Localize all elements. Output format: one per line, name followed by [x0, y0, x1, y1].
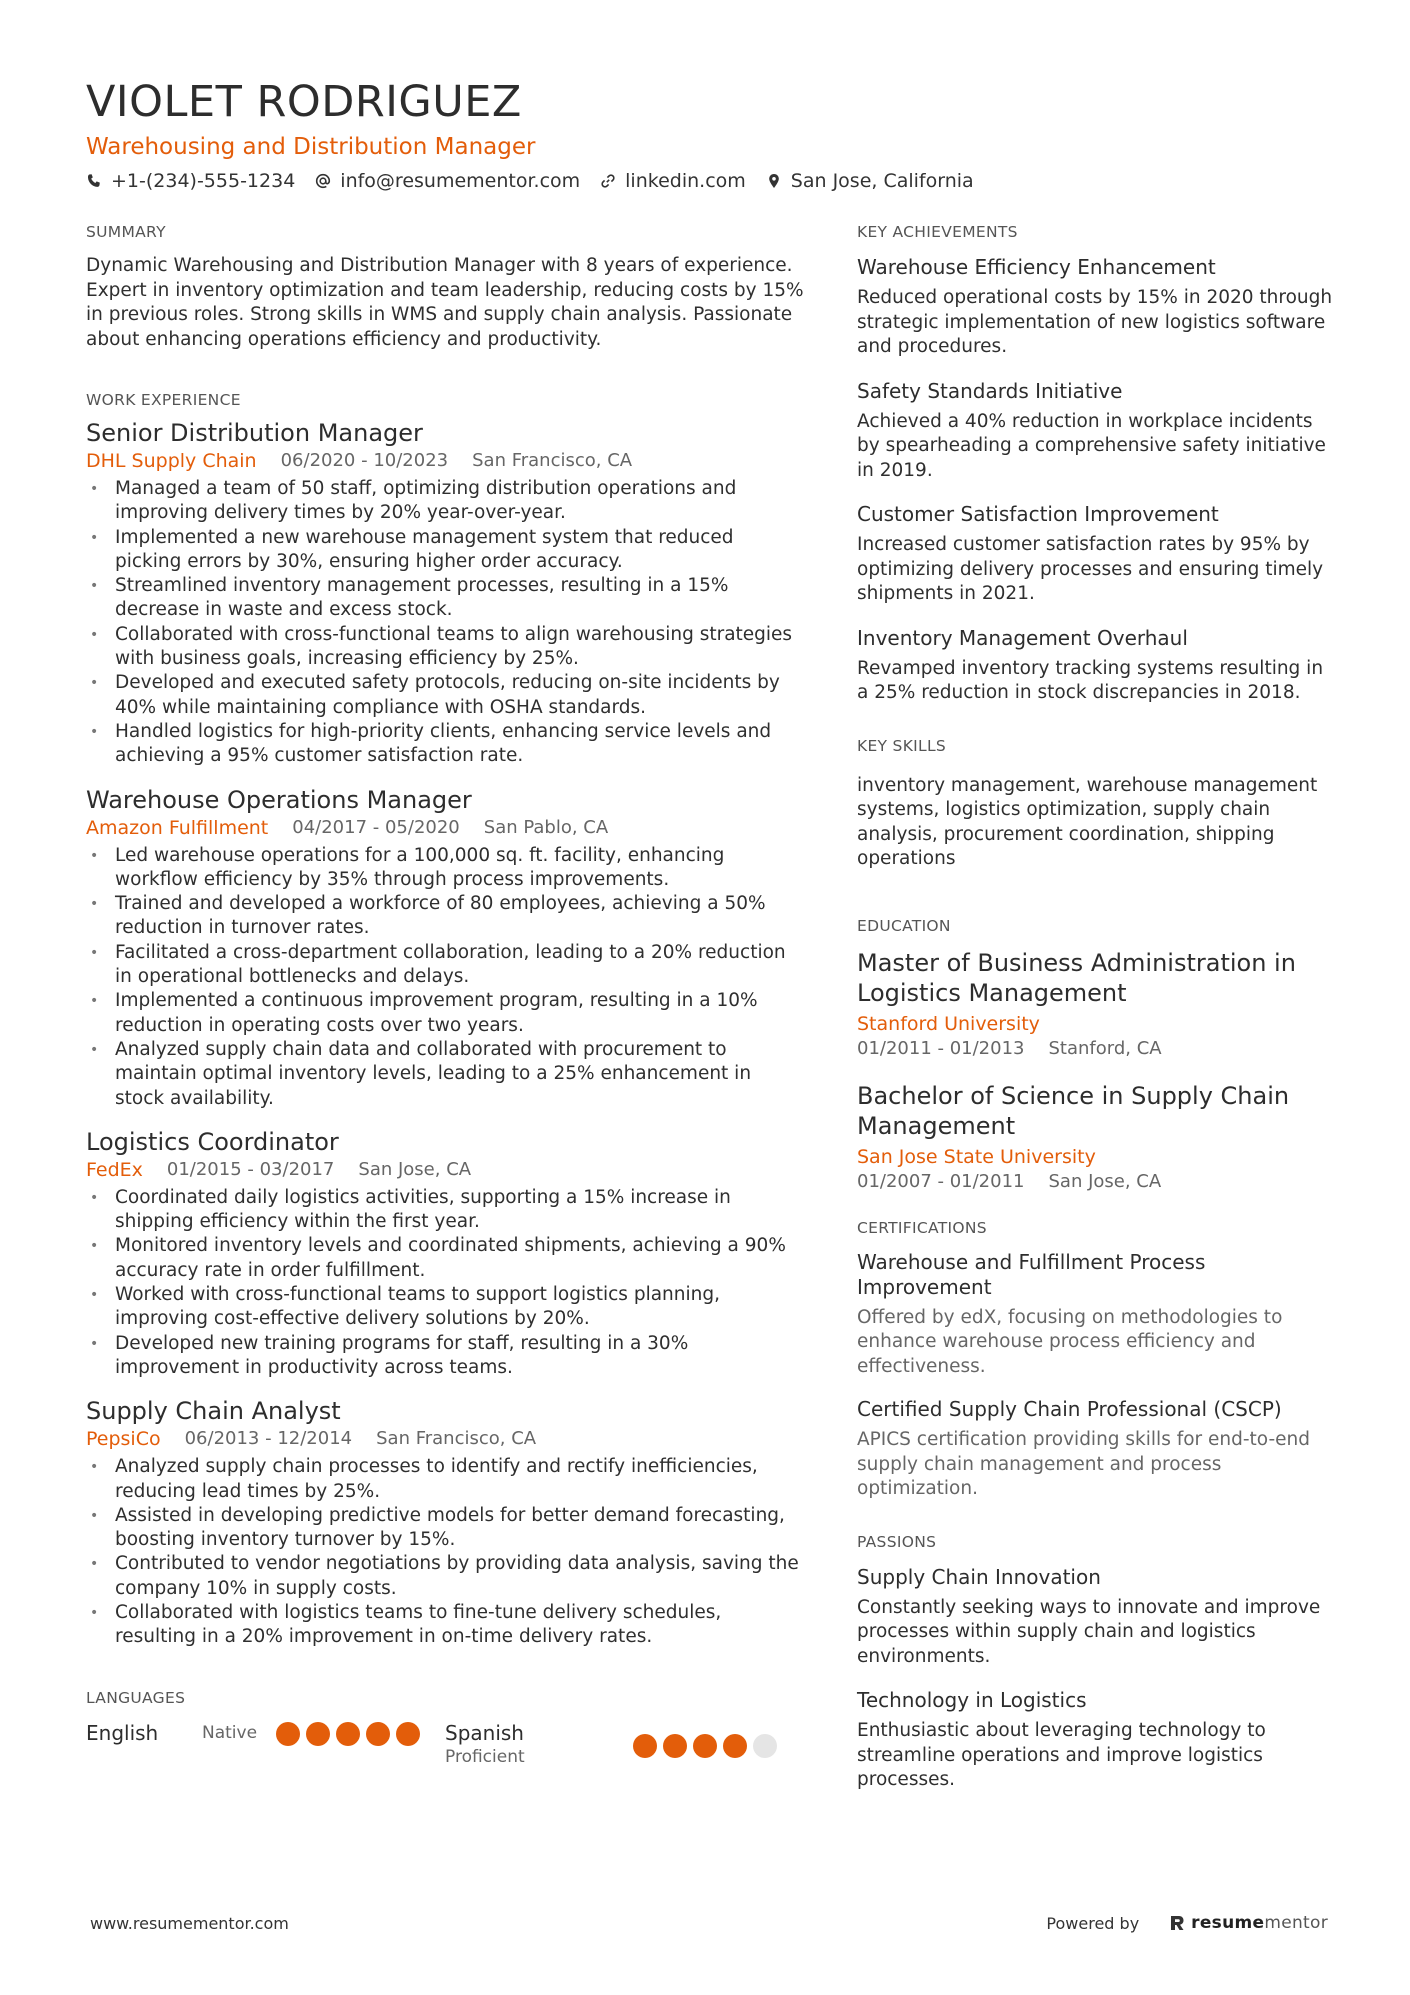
rating-dot-filled — [663, 1734, 687, 1758]
education-school: San Jose State University — [857, 1145, 1096, 1168]
passion-item — [857, 1564, 1335, 1670]
contact-phone[interactable] — [86, 168, 295, 194]
achievement-text: Revamped inventory tracking systems resulting in a 25% reduction in stock discrepancies in 2018. — [857, 657, 1324, 703]
job-bullet: • Developed and executed safety protocols, reducing on-site incidents by 40% while maintaining compliance with OSHA standards. — [86, 671, 804, 720]
job-bullets — [86, 1455, 804, 1649]
achievement-item — [857, 378, 1335, 484]
right-column — [857, 222, 1335, 1811]
education-item — [857, 1081, 1335, 1194]
achievements-heading: KEY ACHIEVEMENTS — [857, 223, 1018, 241]
certification-title: Warehouse and Fulfillment Process Improvement — [857, 1249, 1206, 1299]
contact-list — [86, 168, 1326, 194]
language-rating — [633, 1734, 783, 1758]
job-bullet: • Handled logistics for high-priority clients, enhancing service levels and achieving a 95% customer satisfaction rate. — [86, 720, 804, 769]
left-column — [86, 222, 804, 1768]
certification-text: APICS certification providing skills for end-to-end supply chain management and process optimization. — [857, 1429, 1310, 1499]
job-bullet: • Coordinated daily logistics activities, supporting a 15% increase in shipping efficiency within the first year. — [86, 1186, 804, 1235]
job-title: Warehouse Operations Manager — [86, 785, 472, 814]
job-dates: 06/2020 - 10/2023 — [280, 450, 449, 471]
job-company: DHL Supply Chain — [86, 450, 257, 472]
languages-row — [86, 1720, 804, 1768]
education-school: Stanford University — [857, 1012, 1040, 1035]
summary-text: Dynamic Warehousing and Distribution Manager with 8 years of experience. Expert in inventory optimization and team leadership, reducing costs by 15% in previous roles. Strong skills in WMS and supply chain analysis. Passionate about enhancing operations efficiency and productivity. — [86, 255, 804, 350]
achievement-item — [857, 625, 1335, 706]
achievement-title: Inventory Management Overhaul — [857, 625, 1188, 650]
powered-by — [1046, 1913, 1328, 1933]
passion-text: Constantly seeking ways to innovate and improve processes within supply chain and logistics environments. — [857, 1596, 1321, 1667]
rating-dot-filled — [276, 1722, 300, 1746]
rating-dot-filled — [693, 1734, 717, 1758]
language-name: Spanish — [445, 1720, 524, 1745]
job-bullet: • Analyzed supply chain data and collaborated with procurement to maintain optimal inventory levels, leading to a 25% enhancement in stock availability. — [86, 1038, 804, 1111]
job-company: FedEx — [86, 1158, 143, 1181]
job-location: San Francisco, CA — [376, 1428, 537, 1450]
education-meta — [857, 1170, 1335, 1194]
job-bullets — [86, 1186, 804, 1380]
education-dates: 01/2007 - 01/2011 — [857, 1170, 1025, 1192]
job-entry — [86, 1127, 804, 1380]
contact-location — [766, 168, 974, 194]
job-location: San Pablo, CA — [483, 816, 609, 838]
rating-dot-filled — [723, 1734, 747, 1758]
rating-dot-empty — [753, 1734, 777, 1758]
job-bullets — [86, 844, 804, 1111]
job-bullet: • Contributed to vendor negotiations by providing data analysis, saving the company 10% in supply costs. — [86, 1552, 804, 1601]
job-bullet: • Implemented a new warehouse management system that reduced picking errors by 30%, ensuring higher order accuracy. — [86, 526, 804, 575]
job-bullets — [86, 477, 804, 769]
contact-email[interactable] — [315, 168, 580, 194]
brand-name-light: mentor — [1264, 1913, 1328, 1933]
skills-text: inventory management, warehouse management systems, logistics optimization, supply chain analysis, procurement coordination, shipping operations — [857, 774, 1318, 869]
contact-phone-text: +1-(234)-555-1234 — [111, 170, 296, 192]
rating-dot-filled — [336, 1722, 360, 1746]
summary-heading: SUMMARY — [86, 223, 166, 241]
page-footer — [90, 1913, 1328, 1933]
passion-item — [857, 1687, 1335, 1793]
rating-dot-filled — [396, 1722, 420, 1746]
passion-text: Enthusiastic about leveraging technology to streamline operations and improve logistics processes. — [857, 1720, 1266, 1790]
job-bullet: • Developed new training programs for staff, resulting in a 30% improvement in productivity across teams. — [86, 1332, 804, 1381]
job-title: Senior Distribution Manager — [86, 419, 423, 447]
job-bullet: • Worked with cross-functional teams to support logistics planning, improving cost-effective delivery solutions by 20%. — [86, 1283, 804, 1332]
language-spanish — [445, 1720, 804, 1768]
rating-dot-filled — [633, 1734, 657, 1758]
job-bullet: • Collaborated with logistics teams to fine-tune delivery schedules, resulting in a 20% improvement in on-time delivery rates. — [86, 1601, 804, 1650]
certification-title: Certified Supply Chain Professional (CSCP) — [857, 1397, 1282, 1421]
languages-heading: LANGUAGES — [86, 1688, 186, 1707]
language-level: Native — [202, 1722, 258, 1743]
passions-heading: PASSIONS — [857, 1532, 937, 1551]
certification-item — [857, 1250, 1335, 1380]
job-bullet: • Facilitated a cross-department collaboration, leading to a 20% reduction in operational bottlenecks and delays. — [86, 941, 804, 990]
contact-location-text: San Jose, California — [790, 170, 974, 192]
language-name: English — [86, 1720, 159, 1745]
job-entry — [86, 785, 804, 1111]
brand-name-bold: resume — [1191, 1913, 1265, 1933]
job-bullet: • Managed a team of 50 staff, optimizing distribution operations and improving delivery times by 20% year-over-year. — [86, 477, 804, 526]
education-degree: Master of Business Administration in Logistics Management — [857, 948, 1296, 1007]
job-meta — [86, 449, 804, 473]
language-rating — [276, 1722, 426, 1746]
job-entry — [86, 1396, 804, 1649]
language-english — [86, 1720, 445, 1746]
job-bullet: • Implemented a continuous improvement program, resulting in a 10% reduction in operating costs over two years. — [86, 989, 804, 1038]
rating-dot-filled — [366, 1722, 390, 1746]
phone-icon — [86, 173, 102, 189]
brand-logo[interactable] — [1169, 1913, 1328, 1933]
achievement-text: Increased customer satisfaction rates by 95% by optimizing delivery processes and ensuring timely shipments in 2021. — [857, 534, 1324, 604]
education-meta — [857, 1037, 1335, 1061]
job-meta — [86, 1427, 804, 1451]
experience-heading: WORK EXPERIENCE — [86, 391, 241, 409]
job-entry — [86, 418, 804, 769]
job-meta — [86, 1158, 804, 1182]
job-bullet: • Assisted in developing predictive models for better demand forecasting, boosting inventory turnover by 15%. — [86, 1504, 804, 1553]
candidate-title: Warehousing and Distribution Manager — [86, 134, 536, 160]
job-bullet: • Monitored inventory levels and coordinated shipments, achieving a 90% accuracy rate in order fulfillment. — [86, 1234, 804, 1283]
resume-header — [86, 76, 1326, 194]
achievement-title: Warehouse Efficiency Enhancement — [857, 255, 1216, 279]
achievement-item — [857, 254, 1335, 360]
certifications-heading: CERTIFICATIONS — [857, 1218, 987, 1237]
job-bullet: • Collaborated with cross-functional teams to align warehousing strategies with business goals, increasing efficiency by 25%. — [86, 623, 804, 672]
job-dates: 06/2013 - 12/2014 — [184, 1428, 353, 1450]
passions-section — [857, 1532, 1335, 1793]
achievement-text: Achieved a 40% reduction in workplace incidents by spearheading a comprehensive safety initiative in 2019. — [857, 410, 1326, 481]
footer-website-link[interactable]: www.resumementor.com — [90, 1913, 289, 1933]
job-location: San Francisco, CA — [472, 450, 633, 471]
rating-dot-filled — [306, 1722, 330, 1746]
job-location: San Jose, CA — [358, 1158, 472, 1180]
certification-item — [857, 1397, 1335, 1502]
achievement-item — [857, 501, 1335, 607]
powered-by-label: Powered by — [1046, 1913, 1140, 1933]
contact-email-text: info@resumementor.com — [340, 170, 581, 192]
job-meta — [86, 816, 804, 840]
job-bullet: • Streamlined inventory management processes, resulting in a 15% decrease in waste and excess stock. — [86, 574, 804, 623]
job-company: Amazon Fulfillment — [86, 816, 269, 839]
languages-section — [86, 1688, 804, 1768]
job-bullet: • Led warehouse operations for a 100,000 sq. ft. facility, enhancing workflow efficiency by 35% through process improvements. — [86, 844, 804, 893]
job-dates: 01/2015 - 03/2017 — [166, 1158, 335, 1180]
summary-section — [86, 222, 804, 352]
achievement-title: Customer Satisfaction Improvement — [857, 502, 1219, 526]
certifications-section — [857, 1218, 1335, 1502]
experience-section — [86, 390, 804, 1650]
achievement-title: Safety Standards Initiative — [857, 378, 1123, 403]
brand-logo-icon — [1169, 1914, 1185, 1932]
achievement-text: Reduced operational costs by 15% in 2020 through strategic implementation of new logistics software and procedures. — [857, 287, 1333, 357]
link-icon — [600, 173, 616, 189]
job-dates: 04/2017 - 05/2020 — [292, 816, 460, 838]
skills-heading: KEY SKILLS — [857, 736, 947, 755]
achievements-section — [857, 222, 1335, 706]
location-pin-icon — [766, 173, 782, 189]
education-dates: 01/2011 - 01/2013 — [857, 1037, 1025, 1059]
education-section — [857, 916, 1335, 1194]
job-company: PepsiCo — [86, 1428, 161, 1451]
job-title: Logistics Coordinator — [86, 1127, 339, 1156]
education-location: San Jose, CA — [1048, 1170, 1162, 1192]
passion-title: Supply Chain Innovation — [857, 1564, 1101, 1589]
candidate-name: VIOLET RODRIGUEZ — [86, 77, 522, 127]
at-icon — [315, 173, 331, 189]
skills-section — [857, 736, 1335, 872]
certification-text: Offered by edX, focusing on methodologies to enhance warehouse process efficiency and effectiveness. — [857, 1306, 1283, 1377]
job-bullet: • Trained and developed a workforce of 80 employees, achieving a 50% reduction in turnover rates. — [86, 892, 804, 941]
education-item — [857, 948, 1335, 1061]
education-heading: EDUCATION — [857, 916, 951, 935]
job-bullet: • Analyzed supply chain processes to identify and rectify inefficiencies, reducing lead times by 25%. — [86, 1455, 804, 1504]
job-title: Supply Chain Analyst — [86, 1397, 341, 1426]
education-degree: Bachelor of Science in Supply Chain Management — [857, 1081, 1290, 1140]
contact-linkedin[interactable] — [600, 168, 746, 194]
contact-linkedin-text: linkedin.com — [625, 170, 746, 192]
language-level: Proficient — [445, 1746, 525, 1767]
education-location: Stanford, CA — [1048, 1037, 1162, 1059]
passion-title: Technology in Logistics — [857, 1688, 1087, 1712]
